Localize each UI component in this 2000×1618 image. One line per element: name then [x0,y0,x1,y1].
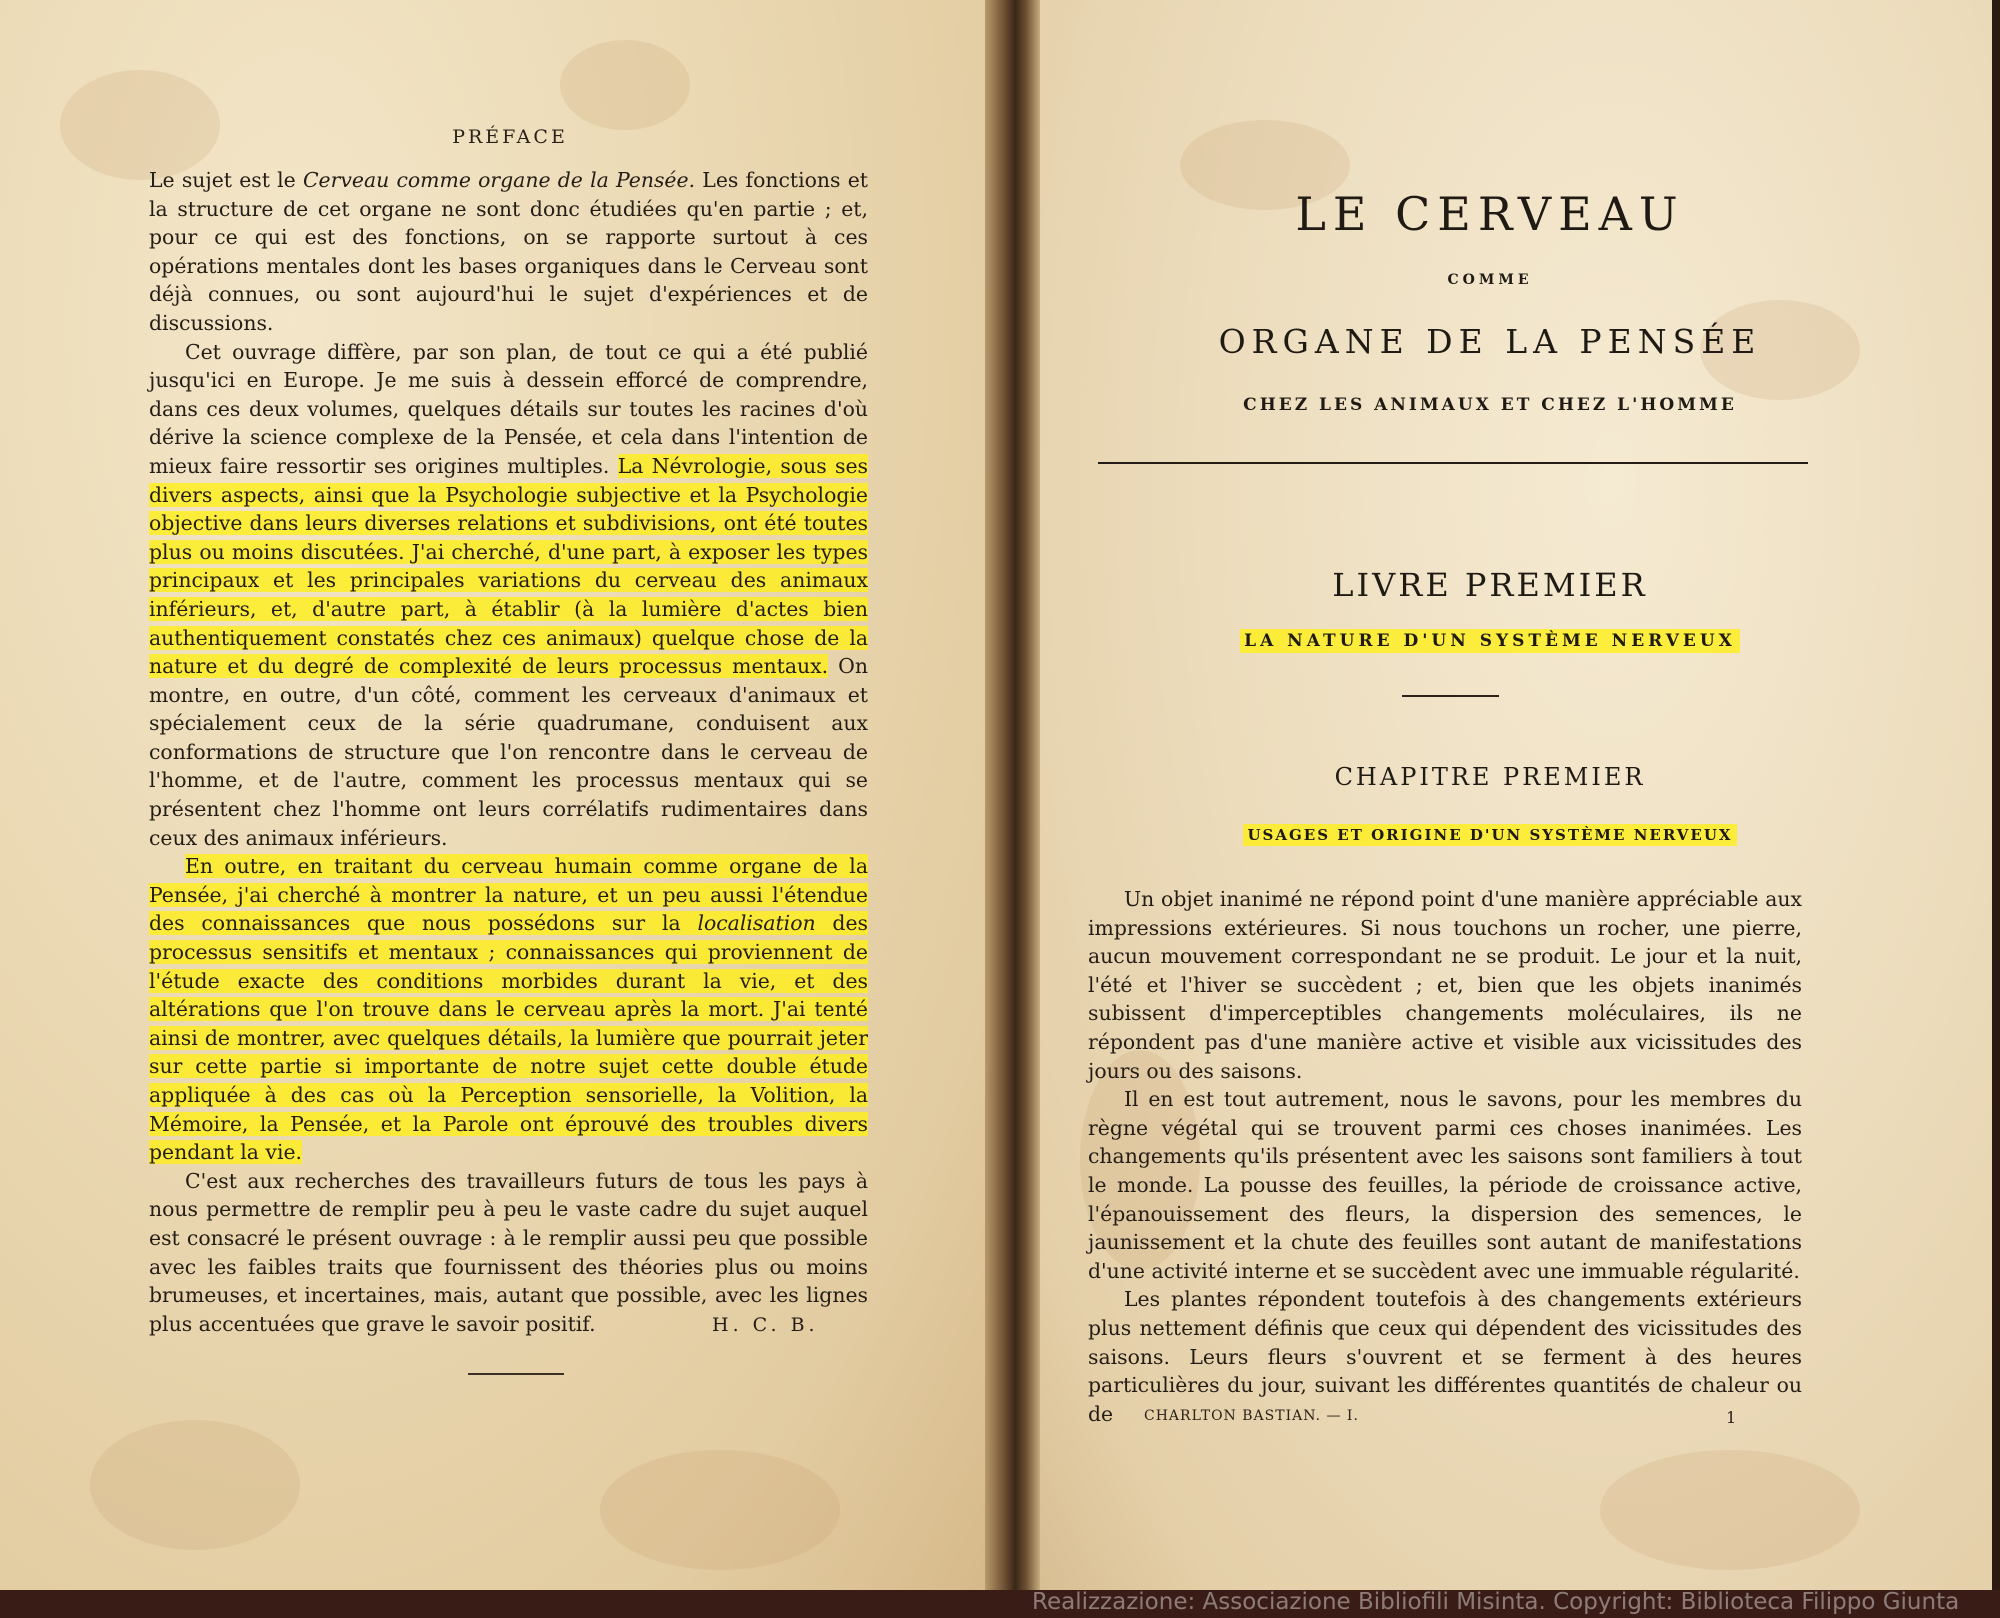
signature: H. C. B. [712,1314,819,1336]
text-run: Cet ouvrage diffère, par son plan, de tout ce qui a été publié jusqu'ici en Europe. Je me suis à dessein efforcé de comprendre, dans ces deux volumes, quelques détails sur toutes les racines d'où dérive la science complexe de la Pensée, et cela dans l'intention de mieux faire ressortir ses origines multiples. [149,339,868,478]
highlighted-text: localisation [697,911,816,936]
book-subtitle [1140,631,1840,651]
paragraph: Il en est tout autrement, nous le savons, pour les membres du règne végétal qui se trouvent parmi ces choses inanimées. Les changements qu'ils présentent avec les saisons sont familiers à tout le monde. La pousse des feuilles, la période de croissance active, l'épanouissement des fleurs, la dispersion des semences, le jaunissement et la chute des feuilles sont autant de manifestations d'une activité interne et se succèdent avec une immuable régularité. [1088,1087,1802,1283]
book-title: LIVRE PREMIER [1332,566,1648,604]
text-run: Le sujet est le [149,168,303,192]
copyright-watermark: Realizzazione: Associazione Bibliofili Misinta. Copyright: Biblioteca Filippo Giunta [1032,1589,1960,1615]
paragraph [149,338,868,853]
paragraph [149,852,868,1167]
chapter-subtitle [1140,826,1840,844]
chapter-subtitle-text: USAGES ET ORIGINE D'UN SYSTÈME NERVEUX [1243,824,1736,846]
chapter-title: CHAPITRE PREMIER [1334,763,1646,791]
preface-text [149,166,868,1338]
highlighted-text: des processus sensitifs et mentaux ; connaissances qui proviennent de l'étude exacte des conditions morbides durant la vie, et des altérations que l'on trouve dans le cerveau après la mort. J'ai tenté ainsi de montrer, avec quelques détails, la lumière que pourrait jeter sur cette partie si importante de notre sujet cette double étude appliquée à des cas où la Perception sensorielle, la Volition, la Mémoire, la Pensée, et la Parole ont éprouvé des troubles divers pendant la vie. [149,911,868,1165]
subtitle: ORGANE DE LA PENSÉE [1218,322,1762,361]
paragraph: Un objet inanimé ne répond point d'une manière appréciable aux impressions extérieures. Si nous touchons un rocher, une pierre, aucun mouvement correspondant ne se produit. Le jour et la nuit, l'été et l'hiver se succèdent ; et, bien que les objets inanimés subissent d'imperceptibles changements moléculaires, ils ne répondent pas d'une manière active et visible aux vicissitudes des jours ou des saisons. [1088,887,1802,1083]
chapter-text [1088,885,1802,1428]
highlighted-text: La Névrologie, sous ses divers aspects, ainsi que la Psychologie subjective et la Psychologie objective dans leurs diverses relations et subdivisions, ont été toutes plus ou moins discutées. J'ai cherché, d'une part, à exposer les types principaux et les principales variations du cerveau des animaux inférieurs, et, d'autre part, à établir (à la lumière d'actes bien authentiquement constatés chez ces animaux) quelque chose de la nature et du degré de complexité de leurs processus mentaux. [149,453,868,679]
paragraph [149,166,868,338]
paper-stain [90,1420,300,1550]
paper-stain [60,70,220,180]
paragraph: Les plantes répondent toutefois à des changements extérieurs plus nettement définis que ceux qui dépendent des vicissitudes des saisons. Leurs fleurs s'ouvrent et se ferment à des heures particulières du jour, suivant les différentes quantités de chaleur ou de [1088,1287,1802,1426]
end-rule [468,1373,564,1375]
page-number: 1 [1726,1408,1737,1427]
footer-author: CHARLTON BASTIAN. — I. [1144,1408,1359,1424]
running-head: PRÉFACE [452,126,568,148]
title-rule [1098,462,1808,464]
text-run: On montre, en outre, d'un côté, comment les cerveaux d'animaux et spécialement ceux de la série quadrumane, conduisent aux conformations de structure que l'on rencontre dans le cerveau de l'homme, et de l'autre, comment les processus mentaux qui se présentent chez l'homme ont leurs corrélatifs rudimentaires dans ceux des animaux inférieurs. [149,654,868,850]
paper-stain [1600,1450,1860,1570]
main-title: LE CERVEAU [1295,187,1685,241]
text-run: Les fonctions et la structure de cet organe ne sont donc étudiées qu'en partie ; et, pour ce qui est des fonctions, on se rapporte surtout à ces opérations mentales dont les bases organiques dans le Cerveau sont déjà connues, ou sont aujourd'hui le sujet d'expériences et de discussions. [149,168,868,335]
section-rule [1402,695,1499,697]
text-run: C'est aux recherches des travailleurs futurs de tous les pays à nous permettre de remplir peu à peu le vaste cadre du sujet auquel est consacré le présent ouvrage : à le remplir aussi peu que possible avec les faibles traits que fournissent des théories plus ou moins brumeuses, et incertaines, mais, autant que possible, avec les lignes plus accentuées que grave le savoir positif. [149,1168,868,1336]
book-gutter [985,0,1040,1605]
text-run: Cerveau comme organe de la Pensée. [302,168,696,192]
paper-stain [560,40,690,130]
paragraph [149,1167,868,1339]
title-connector: COMME [1447,272,1533,288]
paper-stain [600,1450,840,1570]
book-subtitle-text: LA NATURE D'UN SYSTÈME NERVEUX [1240,629,1740,653]
highlighted-text: En outre, en traitant du cerveau humain comme organe de la Pensée, j'ai cherché à montrer la nature, et un peu aussi l'étendue des connaissances que nous possédons sur la [149,854,868,936]
subtitle-secondary: CHEZ LES ANIMAUX ET CHEZ L'HOMME [1243,395,1737,415]
